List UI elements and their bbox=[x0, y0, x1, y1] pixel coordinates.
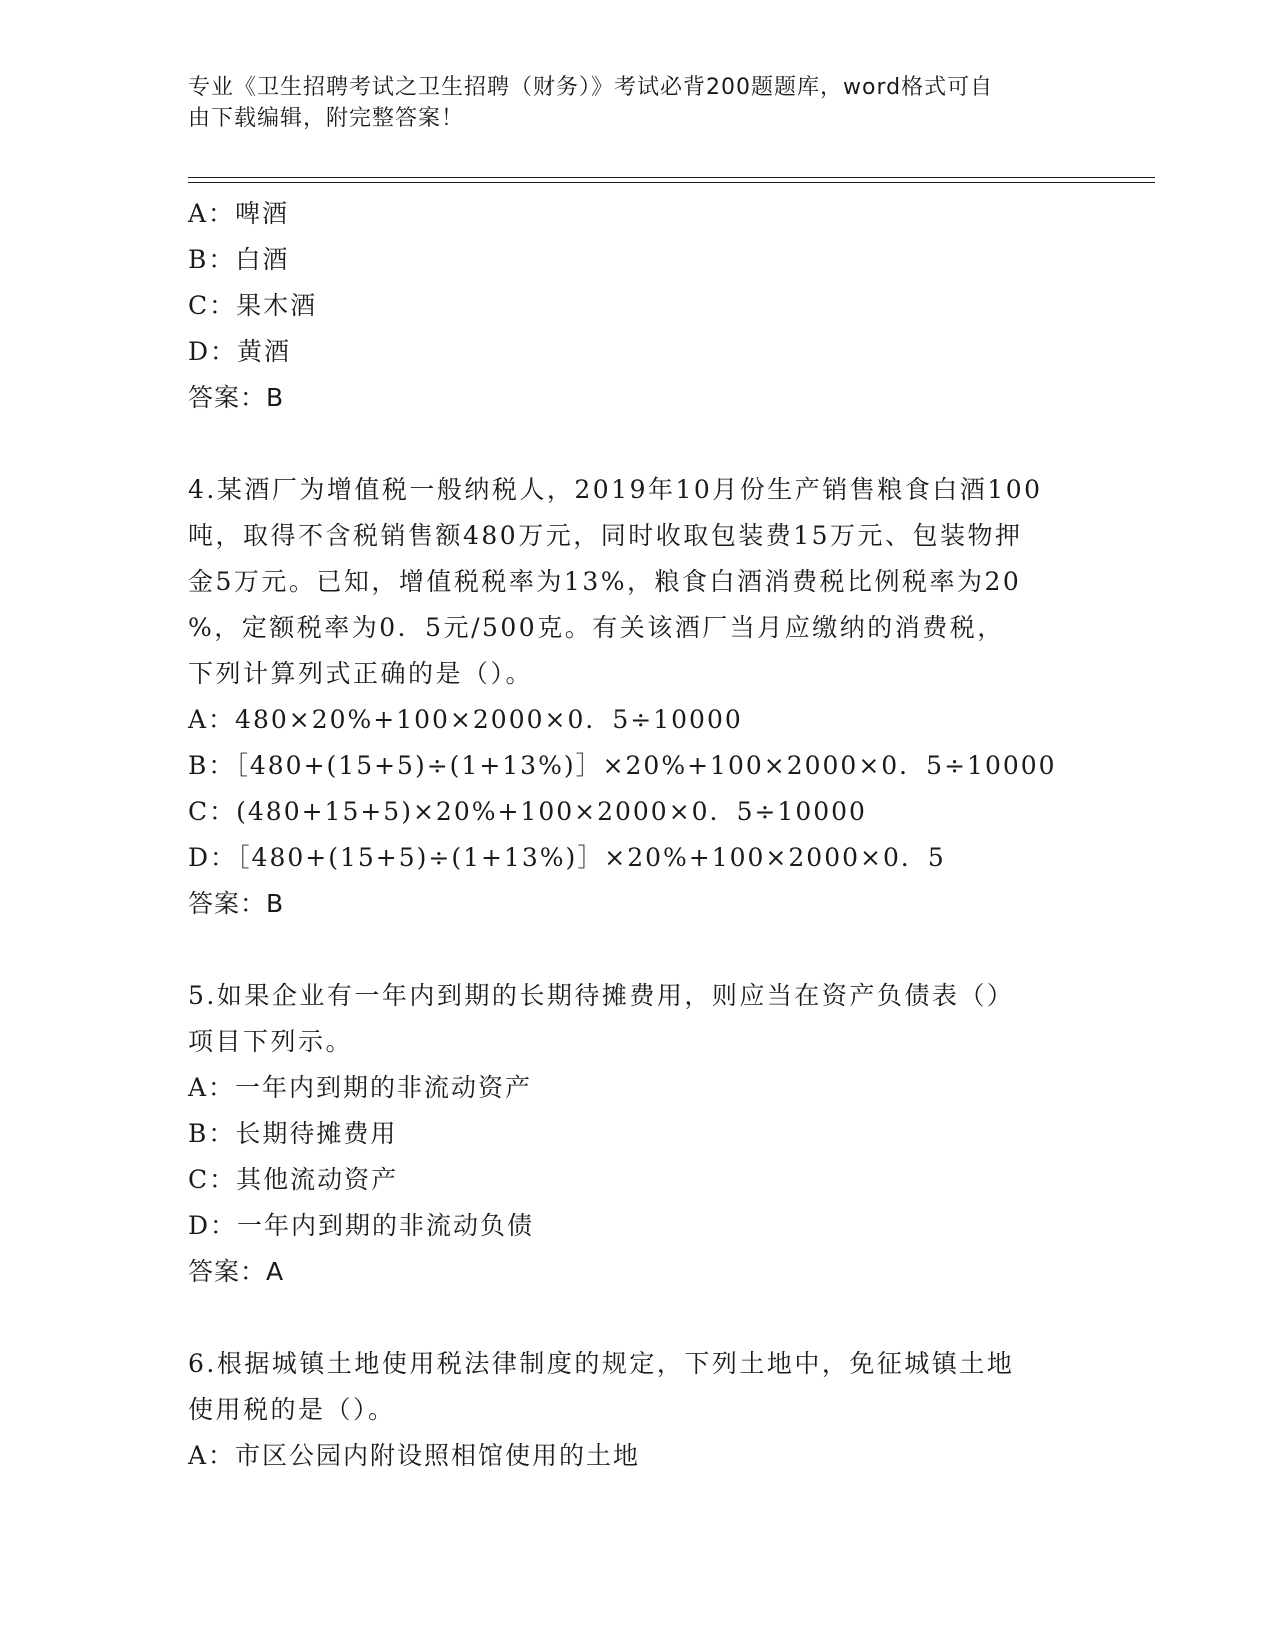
question-6 bbox=[188, 1341, 1088, 1479]
spacer bbox=[188, 927, 1088, 973]
question-line: 下列计算列式正确的是（）。 bbox=[188, 659, 534, 688]
header-line-1: 专业《卫生招聘考试之卫生招聘（财务）》考试必背200题题库，word格式可自 bbox=[188, 75, 994, 100]
question-list bbox=[188, 191, 1088, 1479]
header-divider-bottom bbox=[188, 182, 1155, 183]
question-text bbox=[188, 467, 1088, 697]
answer: 答案：B bbox=[188, 889, 285, 918]
question-3 bbox=[188, 191, 1088, 421]
option-b: B：长期待摊费用 bbox=[188, 1119, 398, 1148]
option-a: A：480×20%+100×2000×0．5÷10000 bbox=[188, 705, 743, 734]
question-line: %，定额税率为0．5元/500克。有关该酒厂当月应缴纳的消费税， bbox=[188, 613, 1005, 642]
option-a: A：一年内到期的非流动资产 bbox=[188, 1073, 533, 1102]
question-line: 4.某酒厂为增值税一般纳税人，2019年10月份生产销售粮食白酒100 bbox=[188, 475, 1043, 504]
question-line: 项目下列示。 bbox=[188, 1027, 354, 1056]
question-5 bbox=[188, 973, 1088, 1295]
option-c: C：果木酒 bbox=[188, 291, 318, 320]
spacer bbox=[188, 1295, 1088, 1341]
option-a: A：啤酒 bbox=[188, 199, 290, 228]
option-b: B：白酒 bbox=[188, 245, 290, 274]
spacer bbox=[188, 421, 1088, 467]
question-line: 6.根据城镇土地使用税法律制度的规定，下列土地中，免征城镇土地 bbox=[188, 1349, 1015, 1378]
document-header bbox=[188, 72, 1068, 134]
question-line: 5.如果企业有一年内到期的长期待摊费用，则应当在资产负债表（） bbox=[188, 981, 1015, 1010]
option-a: A：市区公园内附设照相馆使用的土地 bbox=[188, 1441, 641, 1470]
option-c: C：其他流动资产 bbox=[188, 1165, 399, 1194]
question-line: 金5万元。已知，增值税税率为13%，粮食白酒消费税比例税率为20 bbox=[188, 567, 1022, 596]
question-4 bbox=[188, 467, 1088, 927]
header-divider-top bbox=[188, 177, 1155, 178]
option-b: B：［480+(15+5)÷(1+13%)］×20%+100×2000×0．5÷10000 bbox=[188, 751, 1057, 780]
answer: 答案：A bbox=[188, 1257, 285, 1286]
option-d: D：黄酒 bbox=[188, 337, 292, 366]
answer: 答案：B bbox=[188, 383, 285, 412]
question-text bbox=[188, 1341, 1088, 1433]
option-d: D：［480+(15+5)÷(1+13%)］×20%+100×2000×0．5 bbox=[188, 843, 946, 872]
question-line: 使用税的是（）。 bbox=[188, 1395, 396, 1424]
question-text bbox=[188, 973, 1088, 1065]
header-line-2: 由下载编辑，附完整答案！ bbox=[188, 106, 465, 131]
option-d: D：一年内到期的非流动负债 bbox=[188, 1211, 535, 1240]
question-line: 吨，取得不含税销售额480万元，同时收取包装费15万元、包装物押 bbox=[188, 521, 1023, 550]
option-c: C：(480+15+5)×20%+100×2000×0．5÷10000 bbox=[188, 797, 867, 826]
